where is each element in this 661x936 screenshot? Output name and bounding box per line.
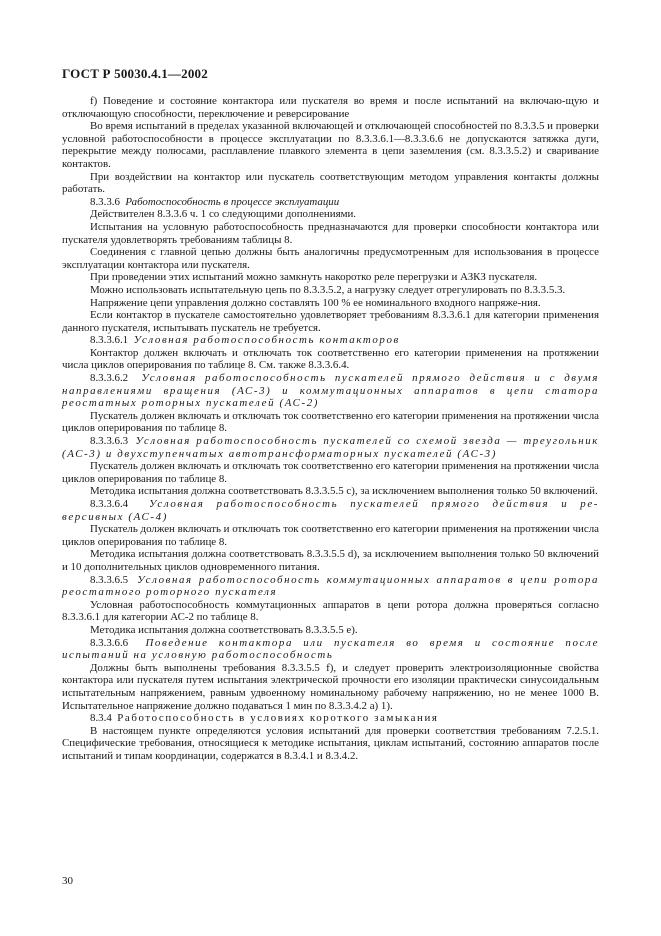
section-heading — [62, 435, 599, 460]
paragraph: Условная работоспособность коммутационных аппаратов в цепи ротора должна проверяться согласно 8.3.3.6.1 для категории АС-2 по таблице 8. — [62, 598, 599, 624]
section-heading — [62, 574, 599, 599]
page-number: 30 — [62, 875, 73, 887]
section-heading — [62, 498, 599, 523]
section-number: 8.3.4 — [90, 712, 112, 725]
paragraph: Методика испытания должна соответствовать 8.3.3.5.5 с), за исключением выполнения только 50 включений. — [90, 485, 598, 498]
section-heading — [62, 372, 599, 410]
paragraph: В настоящем пункте определяются условия испытаний для проверки соответствия требованиям 7.2.5.1. Специфические требования, относящиеся к методике испытания, циклам испытаний, состоянию аппаратов после испытаний и типам координации, содержатся в 8.3.4.1 и 8.3.4.2. — [62, 724, 599, 762]
section-heading — [62, 637, 599, 662]
paragraph: f) Поведение и состояние контактора или пускателя во время и после испытаний на включаю-щую и отключающую способности, переключение и реверсирование — [62, 95, 599, 120]
section-number: 8.3.3.6 — [90, 195, 120, 208]
section-title: Условная работоспособность пускателей со схемой звезда — треугольник (АС-3) и двухступенчатых автотрансформаторных пускателей (АС-3) — [62, 435, 599, 460]
paragraph: Методика испытания должна соответствовать 8.3.3.5.5 d), за исключением выполнения только 50 включений и 10 дополнительных циклов одновременного питания. — [62, 548, 599, 573]
section-title: Условная работоспособность контакторов — [133, 334, 400, 347]
section-number: 8.3.3.6.4 — [90, 498, 129, 510]
section-number: 8.3.3.6.5 — [90, 573, 129, 586]
document-header: ГОСТ Р 50030.4.1—2002 — [62, 66, 208, 81]
section-title: Работоспособность в условиях короткого замыкания — [117, 712, 439, 725]
section-title: Условная работоспособность коммутационных аппаратов в цепи ротора реостатного роторного пускателя — [62, 573, 599, 599]
section-title: Работоспособность в процессе эксплуатации — [125, 195, 340, 208]
paragraph: Контактор должен включать и отключать ток соответственно его категории применения на протяжении числа циклов оперирования по таблице 8. См. также 8.3.3.6.4. — [62, 346, 599, 372]
section-title: Поведение контактора или пускателя во время и состояние после испытаний на условную работоспособность — [62, 636, 600, 662]
paragraph: Напряжение цепи управления должно составлять 100 % ее номинального входного напряже-ния. — [90, 296, 541, 309]
section-heading — [62, 334, 599, 347]
paragraph: Во время испытаний в пределах указанной включающей и отключающей способностей по 8.3.3.5 и проверки условной работоспособности в процессе эксплуатации по 8.3.3.6.1—8.3.3.6.6 не допускаются затяжка дуги, перекрытие между полюсами, расплавление плавкого элемента в цепи заземления (см. 8.3.3.5.2) и сваривание контактов. — [62, 120, 599, 170]
document-body — [62, 95, 599, 762]
paragraph: Пускатель должен включать и отключать ток соответственно его категории применения на протяжении числа циклов оперирования по таблице 8. — [62, 523, 599, 548]
paragraph: Можно использовать испытательную цепь по 8.3.3.5.2, а нагрузку следует отрегулировать по 8.3.3.5.3. — [90, 283, 566, 296]
paragraph: Если контактор в пускателе самостоятельно удовлетворяет требованиям 8.3.3.6.1 для категории применения данного пускателя, испытывать пускатель не требуется. — [62, 309, 599, 334]
paragraph: Испытания на условную работоспособность предназначаются для проверки способности контактора или пускателя удовлетворять требованиям таблицы 8. — [62, 220, 599, 246]
section-heading — [62, 196, 599, 209]
section-number: 8.3.3.6.6 — [90, 636, 129, 649]
section-number: 8.3.3.6.2 — [90, 372, 129, 385]
paragraph: Соединения с главной цепью должны быть аналогичны предусмотренным для использования в процессе эксплуатации контактора или пускателя. — [62, 246, 599, 271]
paragraph: Должны быть выполнены требования 8.3.3.5.5 f), и следует проверить электроизоляционные свойства контактора или пускателя путем испытания электрической прочности его изоляции практически синусоидальным испытательным напряжением, равным удвоенному номинальному рабочему напряжению, но не менее 1000 В. Испытательное напряжение должно подаваться 1 мин по 8.3.3.4.2 а) 1). — [62, 661, 599, 712]
section-title: Условная работоспособность пускателей прямого действия и ре-версивных (АС-4) — [62, 498, 599, 523]
paragraph: При проведении этих испытаний можно замкнуть накоротко реле перегрузки и АЗКЗ пускателя. — [90, 271, 538, 284]
section-title: Условная работоспособность пускателей прямого действия и с двумя направлениями вращения (АС-3) и коммутационных аппаратов в цепи статора реостатных роторных пускателей (АС-2) — [62, 372, 600, 410]
section-heading — [62, 712, 599, 725]
section-number: 8.3.3.6.1 — [90, 334, 129, 347]
paragraph: Методика испытания должна соответствовать 8.3.3.5.5 е). — [90, 623, 358, 636]
section-number: 8.3.3.6.3 — [90, 435, 129, 448]
paragraph: Пускатель должен включать и отключать ток соответственно его категории применения на протяжении числа циклов оперирования по таблице 8. — [62, 460, 599, 485]
paragraph: При воздействии на контактор или пускатель соответствующим методом управления контакты должны работать. — [62, 170, 599, 196]
paragraph: Действителен 8.3.3.6 ч. 1 со следующими дополнениями. — [90, 208, 357, 221]
paragraph: Пускатель должен включать и отключать ток соответственно его категории применения на протяжении числа циклов оперирования по таблице 8. — [62, 409, 599, 435]
